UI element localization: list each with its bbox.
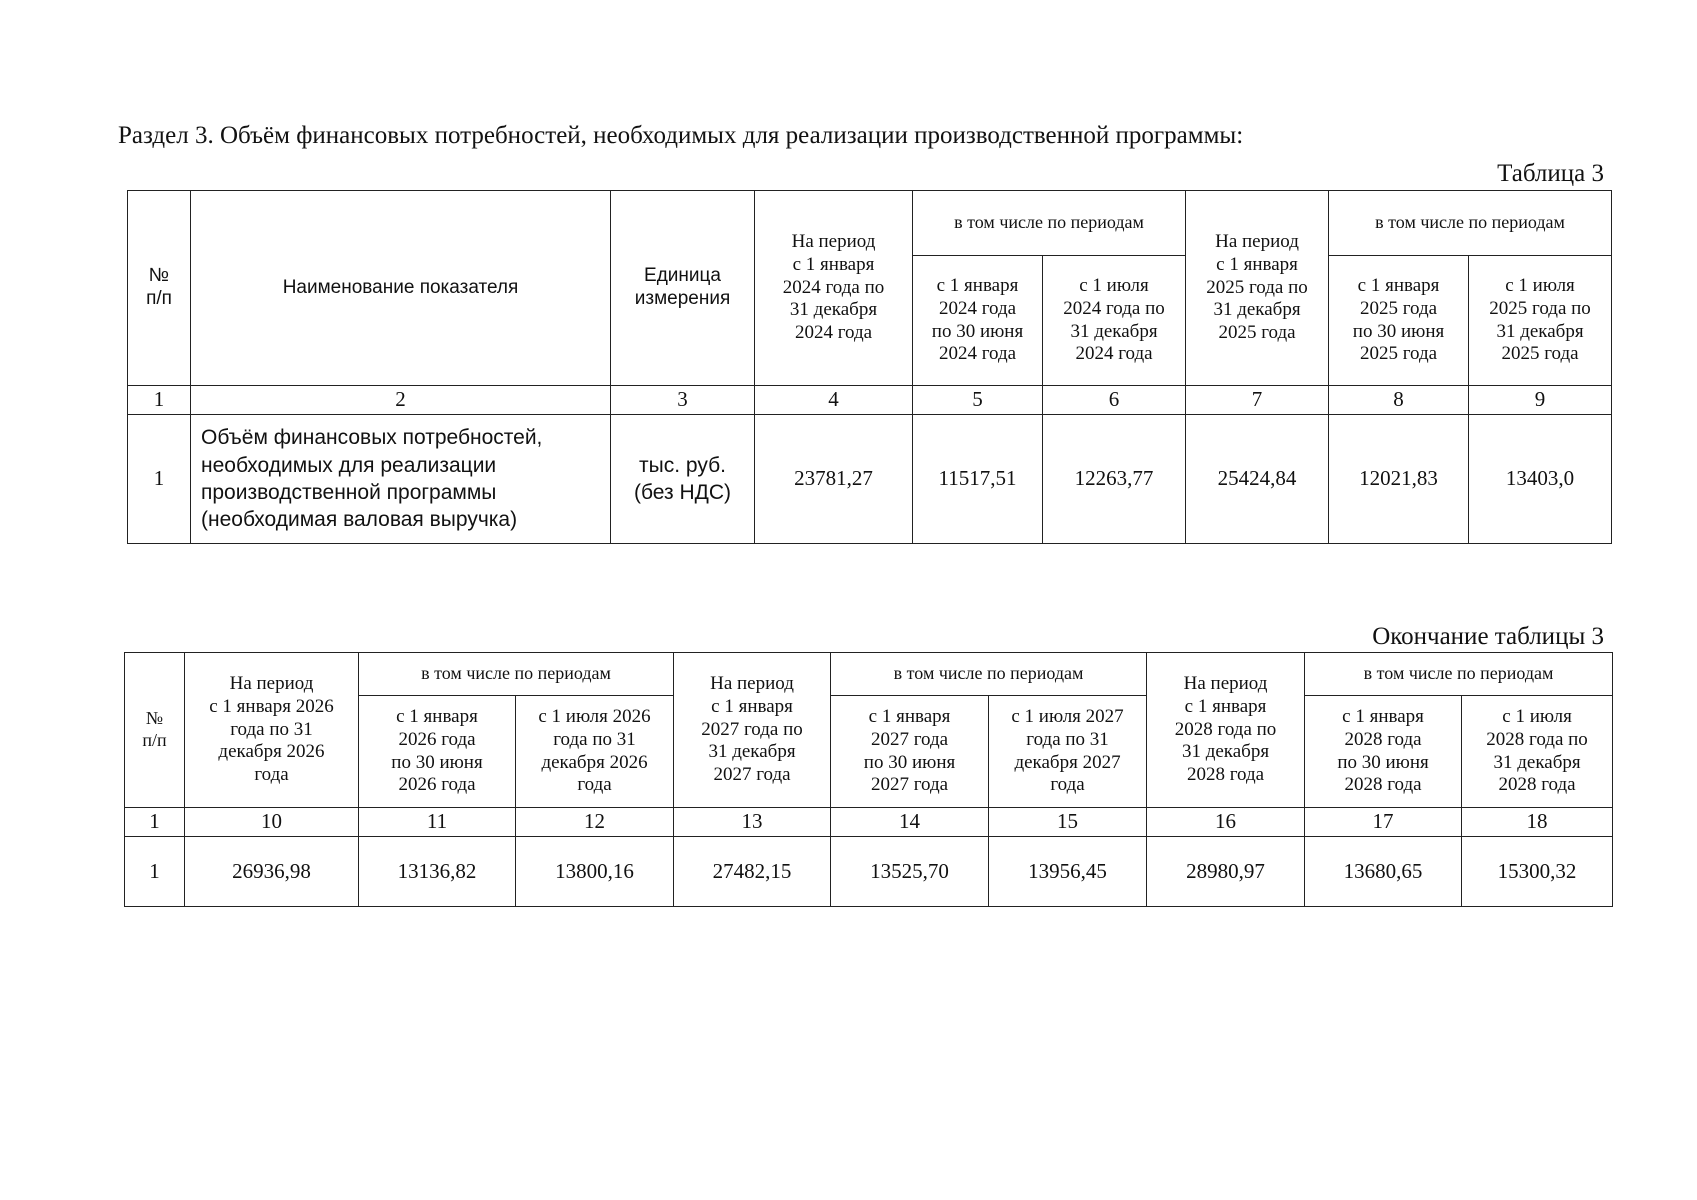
column-header-period-2027: На период с 1 января 2027 года по 31 декабря 2027 года (674, 653, 831, 808)
section-heading: Раздел 3. Объём финансовых потребностей, необходимых для реализации производственной программы: (118, 122, 1244, 149)
value-period-2026: 26936,98 (185, 837, 359, 907)
value-h2-2026: 13800,16 (516, 837, 674, 907)
column-number-row (125, 808, 1613, 837)
column-header-period-2025: На период с 1 января 2025 года по 31 декабря 2025 года (1186, 191, 1329, 386)
column-number: 18 (1462, 808, 1613, 837)
indicator-name: Объём финансовых потребностей, необходимых для реализации производственной программы (необходимая валовая выручка) (191, 415, 611, 544)
value-h1-2024: 11517,51 (913, 415, 1043, 544)
column-header-name: Наименование показателя (191, 191, 611, 386)
column-number: 14 (831, 808, 989, 837)
column-number: 11 (359, 808, 516, 837)
table-caption-continued: Окончание таблицы 3 (1372, 623, 1604, 650)
column-header-h1-2027: с 1 января 2027 года по 30 июня 2027 года (831, 696, 989, 808)
column-header-including-periods: в том числе по периодам (359, 653, 674, 696)
column-header-h2-2028: с 1 июля 2028 года по 31 декабря 2028 года (1462, 696, 1613, 808)
value-period-2024: 23781,27 (755, 415, 913, 544)
value-h1-2026: 13136,82 (359, 837, 516, 907)
column-number: 9 (1469, 386, 1612, 415)
column-header-including-periods: в том числе по периодам (1329, 191, 1612, 256)
value-h2-2027: 13956,45 (989, 837, 1147, 907)
column-header-h1-2025: с 1 января 2025 года по 30 июня 2025 года (1329, 256, 1469, 386)
table-row (128, 415, 1612, 544)
value-period-2028: 28980,97 (1147, 837, 1305, 907)
column-header-period-2028: На период с 1 января 2028 года по 31 декабря 2028 года (1147, 653, 1305, 808)
value-period-2027: 27482,15 (674, 837, 831, 907)
row-number: 1 (128, 415, 191, 544)
column-header-h1-2024: с 1 января 2024 года по 30 июня 2024 года (913, 256, 1043, 386)
table-caption: Таблица 3 (1497, 160, 1604, 187)
unit-of-measure: тыс. руб. (без НДС) (611, 415, 755, 544)
column-number: 13 (674, 808, 831, 837)
column-header-h1-2026: с 1 января 2026 года по 30 июня 2026 года (359, 696, 516, 808)
column-number: 10 (185, 808, 359, 837)
table-row (125, 837, 1613, 907)
column-header-unit: Единица измерения (611, 191, 755, 386)
column-number: 16 (1147, 808, 1305, 837)
financial-needs-table-continued (124, 652, 1613, 907)
column-number: 2 (191, 386, 611, 415)
row-number: 1 (125, 837, 185, 907)
column-header-including-periods: в том числе по периодам (831, 653, 1147, 696)
column-number: 17 (1305, 808, 1462, 837)
column-header-h2-2024: с 1 июля 2024 года по 31 декабря 2024 года (1043, 256, 1186, 386)
column-number: 1 (125, 808, 185, 837)
financial-needs-table (127, 190, 1612, 544)
value-h2-2024: 12263,77 (1043, 415, 1186, 544)
column-header-num: № п/п (128, 191, 191, 386)
value-h1-2027: 13525,70 (831, 837, 989, 907)
value-period-2025: 25424,84 (1186, 415, 1329, 544)
value-h1-2028: 13680,65 (1305, 837, 1462, 907)
column-number: 3 (611, 386, 755, 415)
column-header-including-periods: в том числе по периодам (913, 191, 1186, 256)
column-header-period-2026: На период с 1 января 2026 года по 31 декабря 2026 года (185, 653, 359, 808)
column-number: 1 (128, 386, 191, 415)
column-header-h1-2028: с 1 января 2028 года по 30 июня 2028 года (1305, 696, 1462, 808)
column-number: 5 (913, 386, 1043, 415)
column-header-including-periods: в том числе по периодам (1305, 653, 1613, 696)
column-number: 12 (516, 808, 674, 837)
column-number-row (128, 386, 1612, 415)
column-number: 15 (989, 808, 1147, 837)
column-number: 8 (1329, 386, 1469, 415)
column-number: 7 (1186, 386, 1329, 415)
column-header-num: № п/п (125, 653, 185, 808)
column-number: 4 (755, 386, 913, 415)
column-number: 6 (1043, 386, 1186, 415)
column-header-period-2024: На период с 1 января 2024 года по 31 декабря 2024 года (755, 191, 913, 386)
value-h2-2028: 15300,32 (1462, 837, 1613, 907)
column-header-h2-2026: с 1 июля 2026 года по 31 декабря 2026 года (516, 696, 674, 808)
column-header-h2-2027: с 1 июля 2027 года по 31 декабря 2027 года (989, 696, 1147, 808)
value-h1-2025: 12021,83 (1329, 415, 1469, 544)
value-h2-2025: 13403,0 (1469, 415, 1612, 544)
column-header-h2-2025: с 1 июля 2025 года по 31 декабря 2025 года (1469, 256, 1612, 386)
